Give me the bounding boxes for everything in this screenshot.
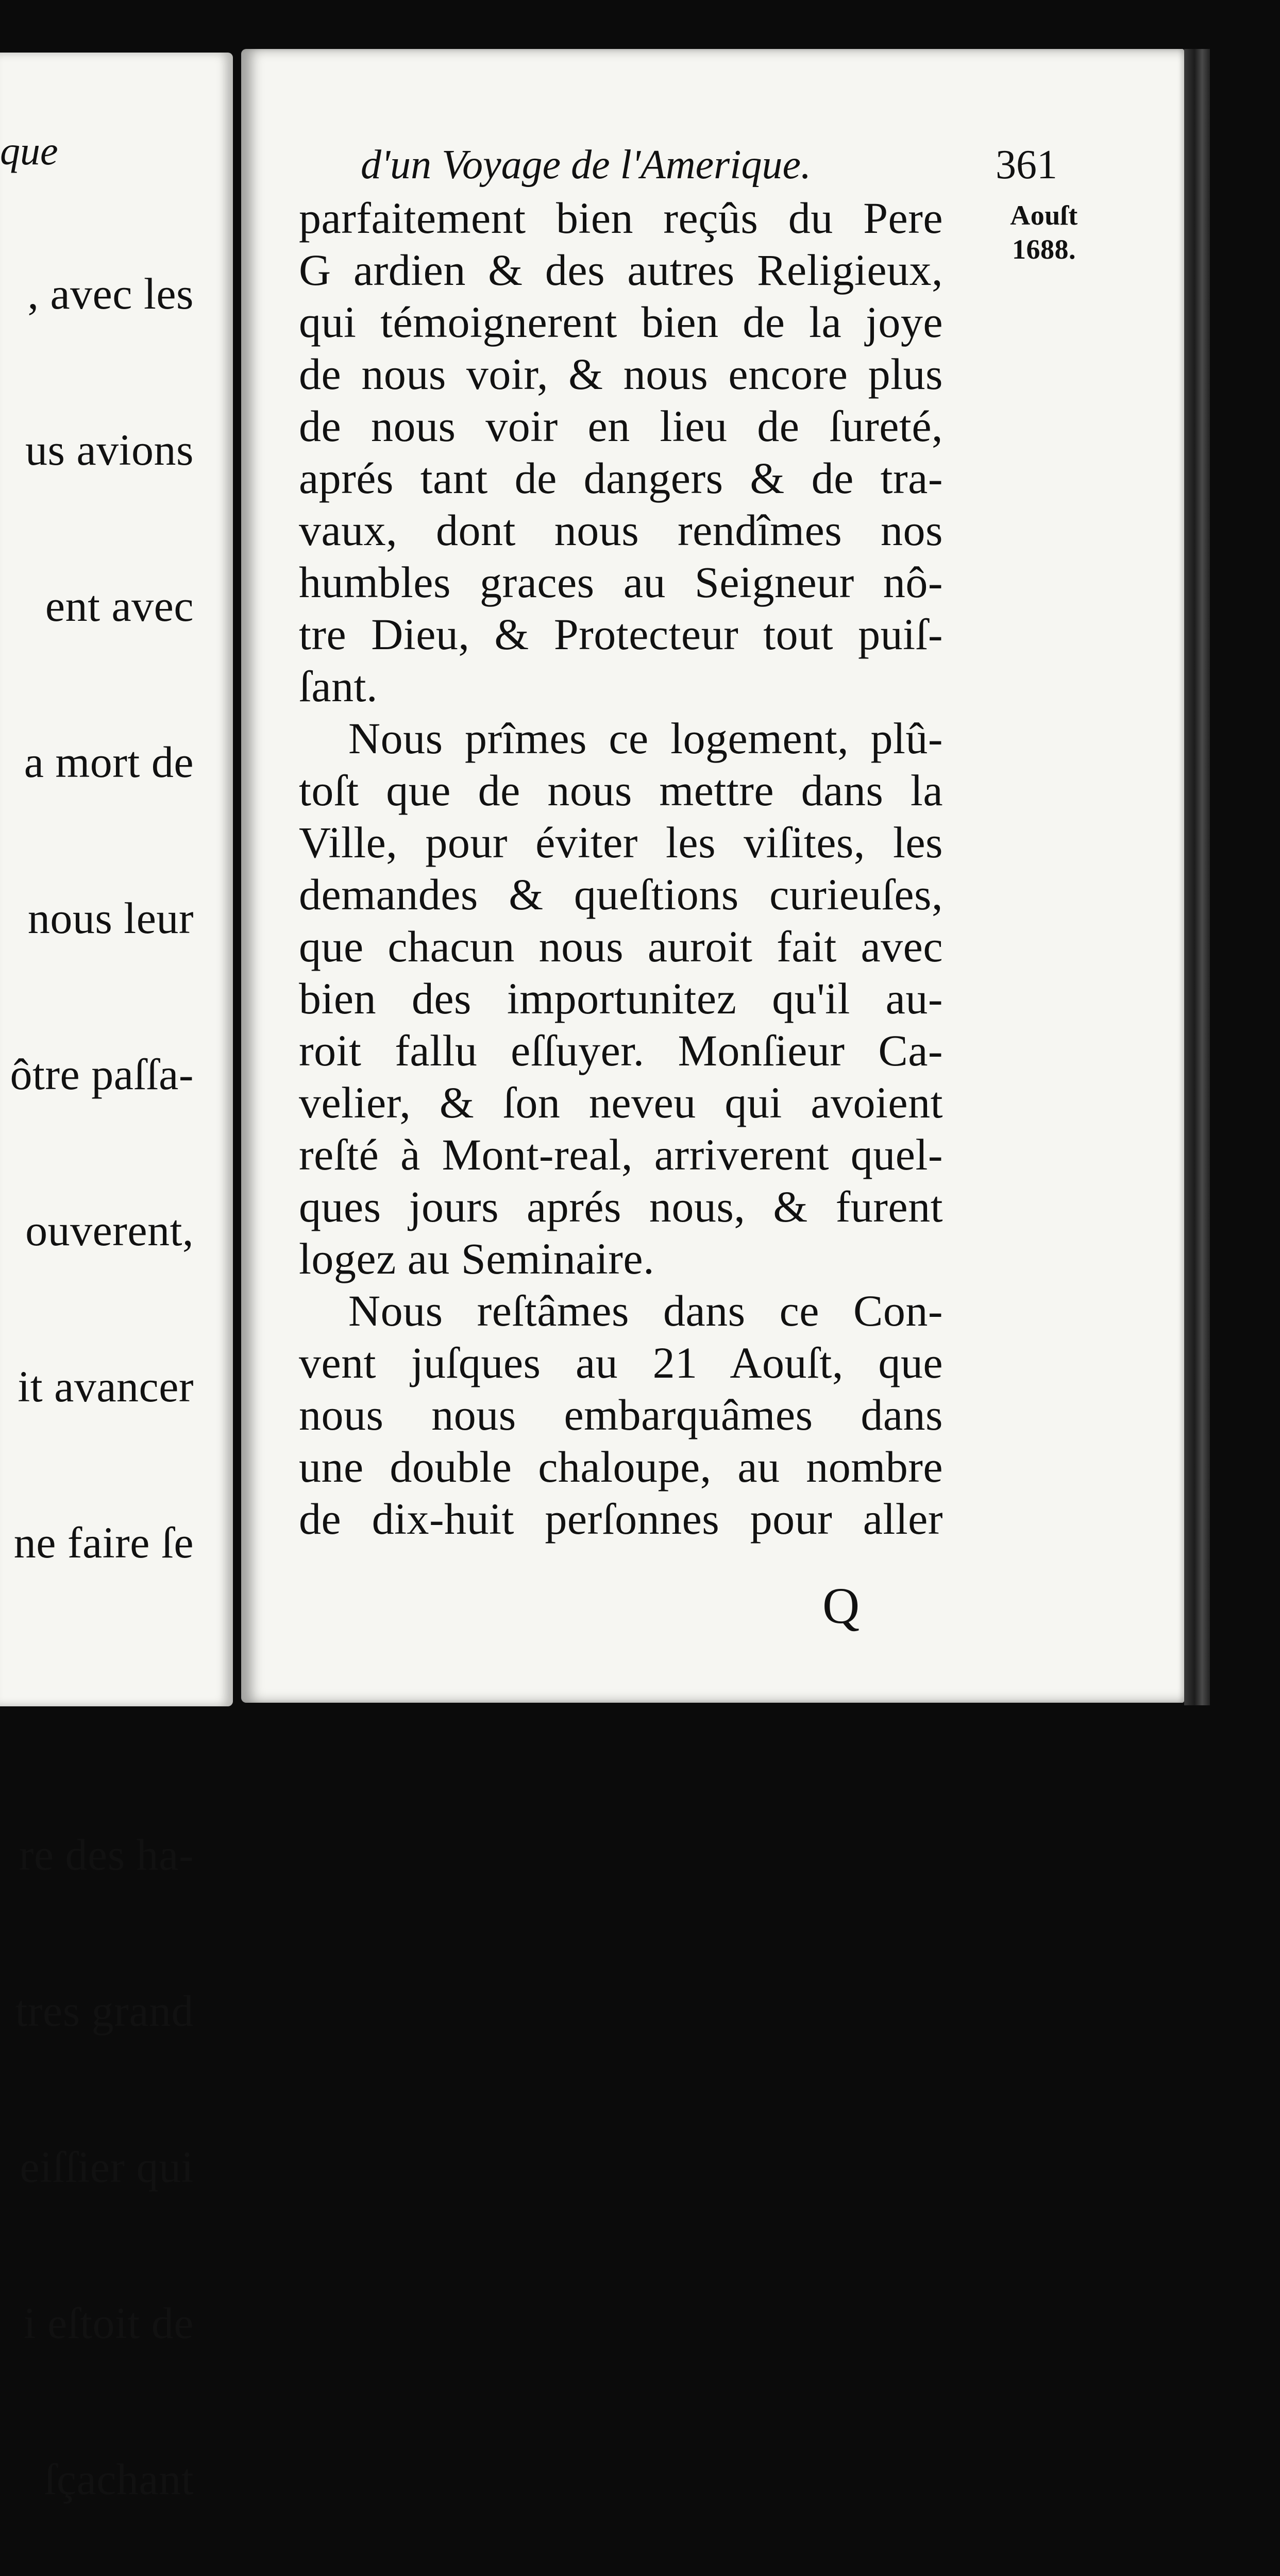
body-line: roit fallu eſſuyer. Monſieur Ca-: [299, 1026, 943, 1075]
margin-note-year: 1688.: [1012, 234, 1076, 265]
left-page: [0, 53, 233, 2504]
page-number: 361: [996, 142, 1057, 188]
body-line: humbles graces au Seigneur nô-: [299, 557, 943, 607]
left-page-fragment: que: [0, 128, 58, 173]
body-line: nous nous embarquâmes dans: [299, 1390, 943, 1439]
left-paragraph-gap: [0, 1673, 194, 1725]
body-line: aprés tant de dangers & de tra-: [299, 453, 943, 503]
left-line: eiſſier qui: [20, 2142, 194, 2192]
left-line: re des ha-: [19, 1830, 194, 1879]
left-line: nous leur: [27, 893, 194, 943]
left-line: , avec les: [27, 269, 194, 318]
left-line: it avancer: [18, 1362, 194, 1411]
left-line: us avions: [25, 425, 194, 474]
right-page: [241, 49, 1184, 1703]
body-line: une double chaloupe, au nombre: [299, 1442, 943, 1492]
book-edge: [1184, 49, 1210, 1705]
body-line: de dix-huit perſonnes pour aller: [299, 1494, 943, 1544]
body-line: velier, & ſon neveu qui avoient: [299, 1078, 943, 1127]
left-line: i eſtoit de: [23, 2298, 194, 2348]
body-line: reſté à Mont-real, arriverent quel-: [299, 1130, 943, 1179]
body-line: de nous voir, & nous encore plus: [299, 349, 943, 399]
left-line: ent avec: [45, 581, 194, 631]
body-line: tre Dieu, & Protecteur tout puiſ-: [299, 609, 943, 659]
body-line: vaux, dont nous rendîmes nos: [299, 505, 943, 555]
body-line: ques jours aprés nous, & furent: [299, 1182, 943, 1231]
body-line: Nous reſtâmes dans ce Con-: [348, 1286, 943, 1335]
body-line: parfaitement bien reçûs du Pere: [299, 193, 943, 243]
body-line: ſant.: [299, 662, 378, 711]
margin-note-month: Aouſt: [1010, 200, 1078, 231]
body-line: que chacun nous auroit fait avec: [299, 922, 943, 971]
body-line: de nous voir en lieu de ſureté,: [299, 401, 943, 451]
body-line: demandes & queſtions curieuſes,: [299, 870, 943, 919]
signature-mark: Q: [822, 1577, 860, 1634]
left-line: ne faire ſe: [13, 1518, 194, 1567]
left-line: ouverent,: [25, 1206, 194, 1255]
margin-note: [1000, 198, 1088, 266]
running-title: d'un Voyage de l'Amerique.: [361, 142, 811, 188]
body-line: Ville, pour éviter les viſites, les: [299, 818, 943, 867]
body-line: bien des importunitez qu'il au-: [299, 974, 943, 1023]
body-line: vent juſques au 21 Aouſt, que: [299, 1338, 943, 1387]
body-line: qui témoignerent bien de la joye: [299, 297, 943, 347]
left-line: tres grand: [15, 1986, 194, 2036]
body-line: G ardien & des autres Religieux,: [299, 245, 943, 295]
left-line: ôtre paſſa-: [10, 1049, 194, 1099]
body-line: logez au Seminaire.: [299, 1234, 655, 1283]
body-line: Nous prîmes ce logement, plû-: [348, 714, 943, 763]
body-line: toſt que de nous mettre dans la: [299, 766, 943, 815]
left-page-text: [0, 164, 194, 2576]
left-line: ſçachant: [44, 2454, 194, 2504]
left-line: a mort de: [24, 737, 194, 787]
body-text: [299, 192, 943, 1545]
running-head: [361, 139, 1057, 191]
